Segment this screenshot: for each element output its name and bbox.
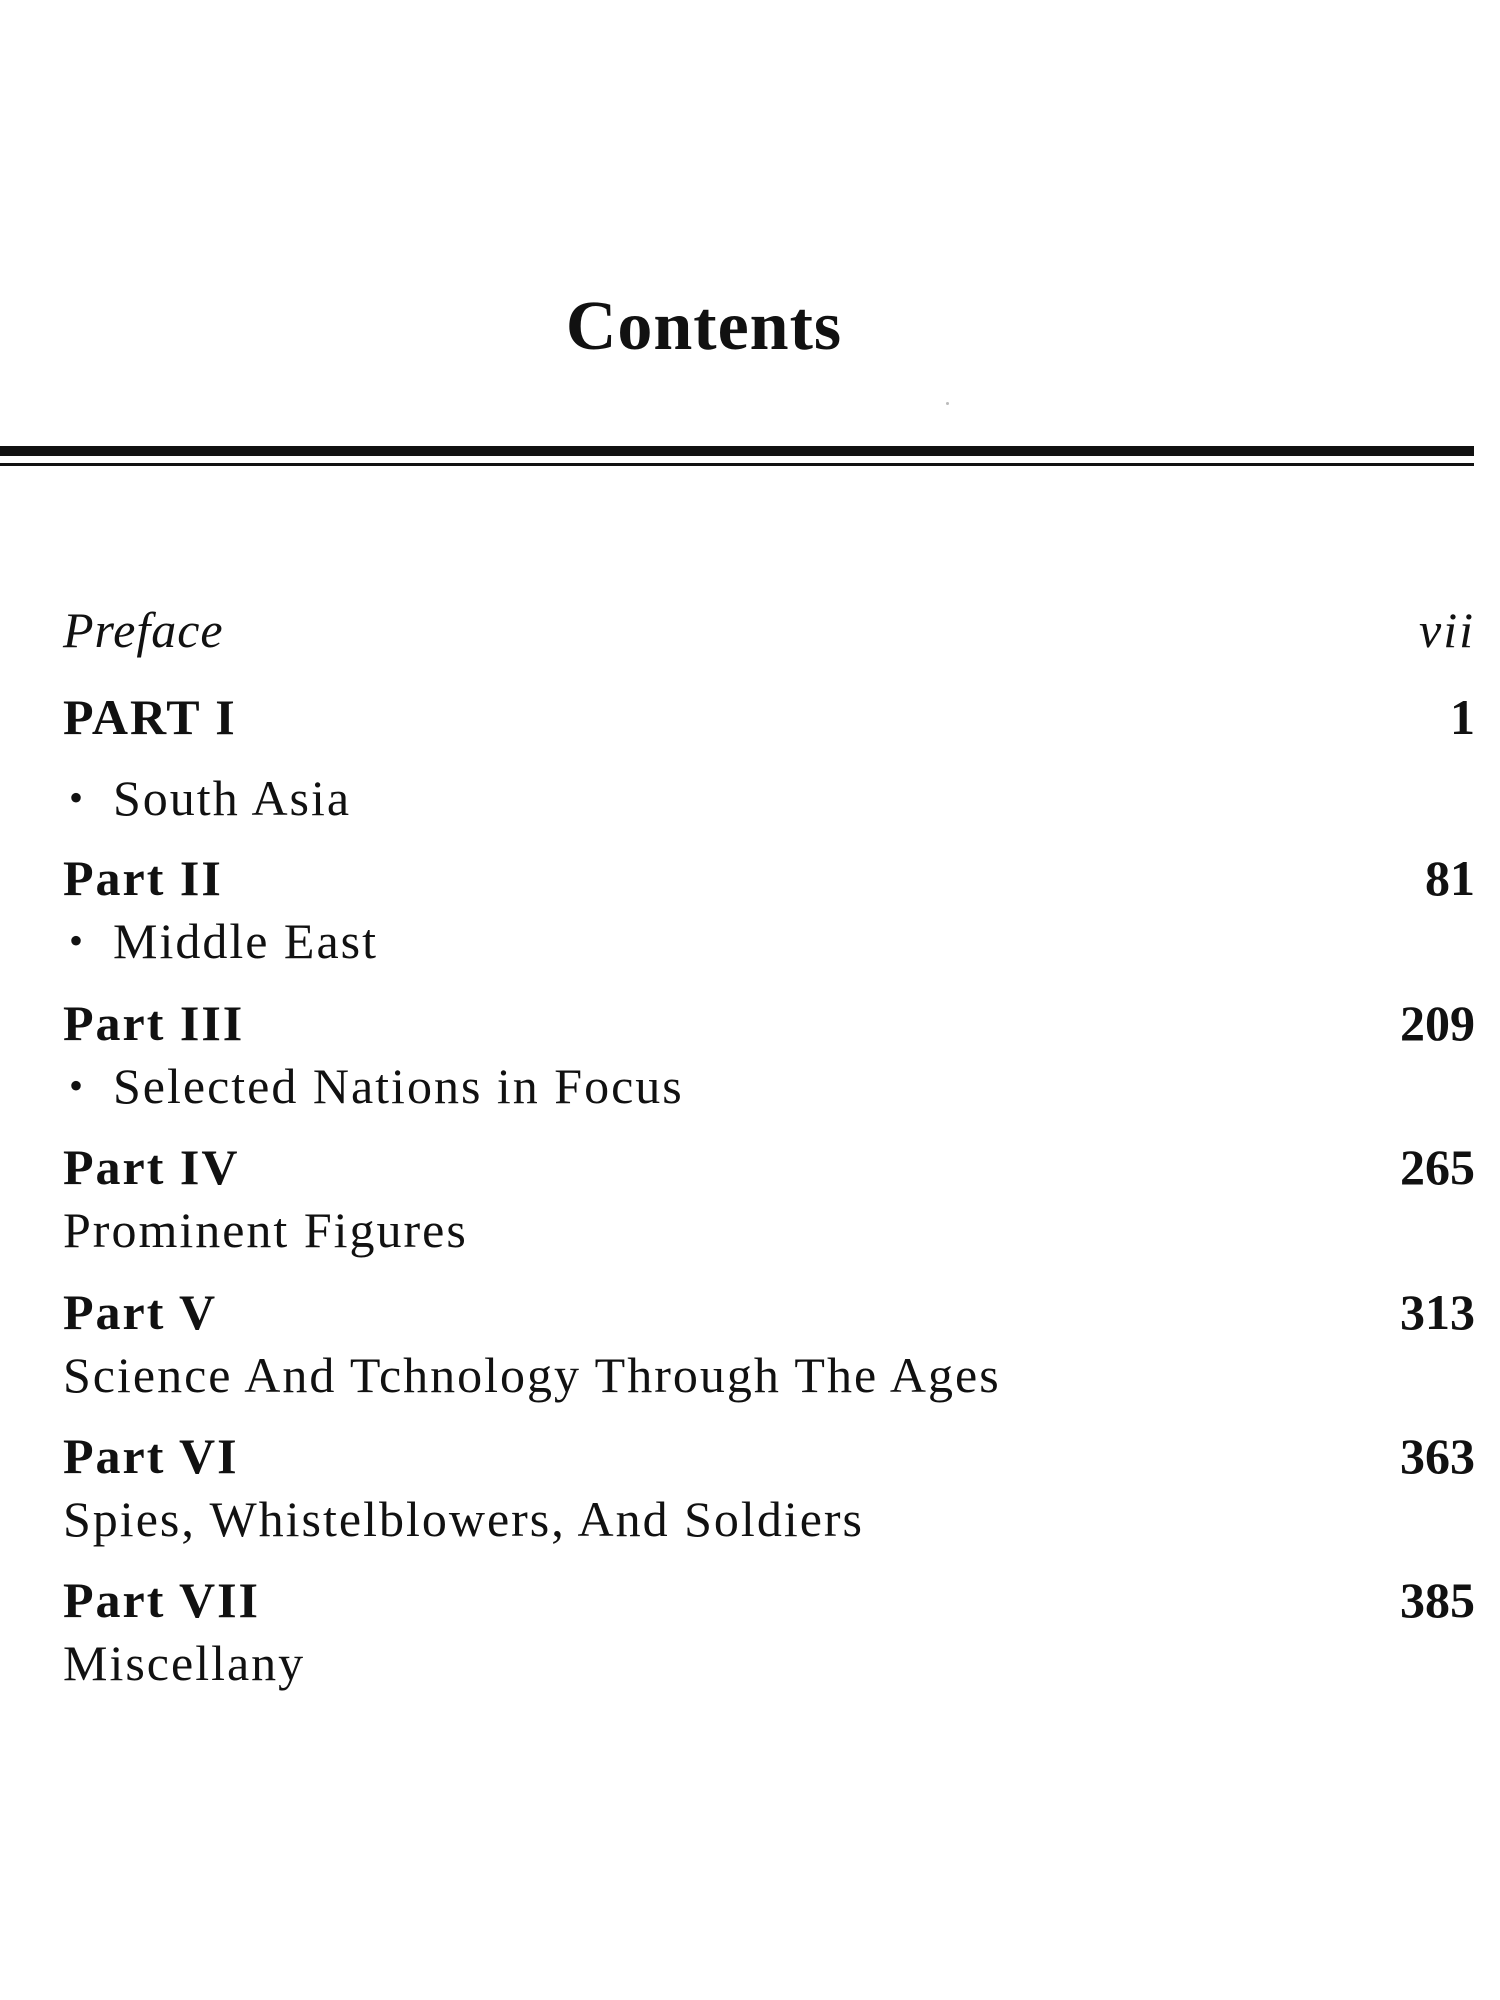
toc-subentry-spies [63, 1489, 864, 1549]
toc-entry-label: Part II [63, 850, 223, 906]
toc-entry-page: 209 [1400, 995, 1475, 1051]
toc-subentry-label: Selected Nations in Focus [113, 1058, 684, 1114]
title-rule-thick [0, 446, 1474, 456]
bullet-icon: • [69, 918, 86, 963]
toc-entry-label: PART I [63, 689, 237, 745]
toc-subentry-south-asia [69, 768, 351, 828]
toc-entry-part-3[interactable] [63, 993, 1475, 1053]
toc-subentry-label: Middle East [113, 913, 379, 969]
toc-entry-page: 1 [1450, 689, 1475, 745]
toc-subentry-label: Spies, Whistelblowers, And Soldiers [63, 1491, 865, 1547]
toc-entry-label: Part VII [63, 1572, 261, 1628]
toc-entry-label: Part VI [63, 1428, 239, 1484]
toc-entry-page: vii [1419, 602, 1475, 658]
paper-speck [946, 402, 949, 405]
toc-subentry-label: Prominent Figures [63, 1202, 468, 1258]
toc-subentry-prominent-figures [63, 1200, 468, 1260]
toc-subentry-label: Miscellany [63, 1635, 306, 1691]
toc-entry-page: 385 [1400, 1572, 1475, 1628]
toc-subentry-label: Science And Tchnology Through The Ages [63, 1347, 1001, 1403]
page-title: Contents [565, 288, 843, 365]
toc-subentry-middle-east [69, 911, 378, 971]
bullet-icon: • [69, 1063, 86, 1108]
toc-entry-page: 313 [1400, 1284, 1475, 1340]
toc-entry-part-5[interactable] [63, 1282, 1475, 1342]
toc-subentry-miscellany [63, 1633, 305, 1693]
toc-entry-part-4[interactable] [63, 1137, 1475, 1197]
toc-entry-part-6[interactable] [63, 1426, 1475, 1486]
toc-entry-preface[interactable] [63, 600, 1475, 660]
toc-entry-page: 81 [1425, 850, 1475, 906]
toc-entry-part-1[interactable] [63, 687, 1475, 747]
bullet-icon: • [69, 775, 86, 820]
toc-entry-label: Part V [63, 1284, 218, 1340]
title-rule-thin [0, 463, 1474, 466]
toc-entry-label: Preface [63, 602, 224, 658]
toc-entry-label: Part III [63, 995, 245, 1051]
toc-entry-page: 363 [1400, 1428, 1475, 1484]
toc-entry-part-2[interactable] [63, 848, 1475, 908]
toc-entry-page: 265 [1400, 1139, 1475, 1195]
toc-subentry-science-technology [63, 1345, 1001, 1405]
toc-subentry-label: South Asia [113, 770, 352, 826]
toc-entry-part-7[interactable] [63, 1570, 1475, 1630]
toc-entry-label: Part IV [63, 1139, 240, 1195]
toc-subentry-selected-nations [69, 1056, 684, 1116]
